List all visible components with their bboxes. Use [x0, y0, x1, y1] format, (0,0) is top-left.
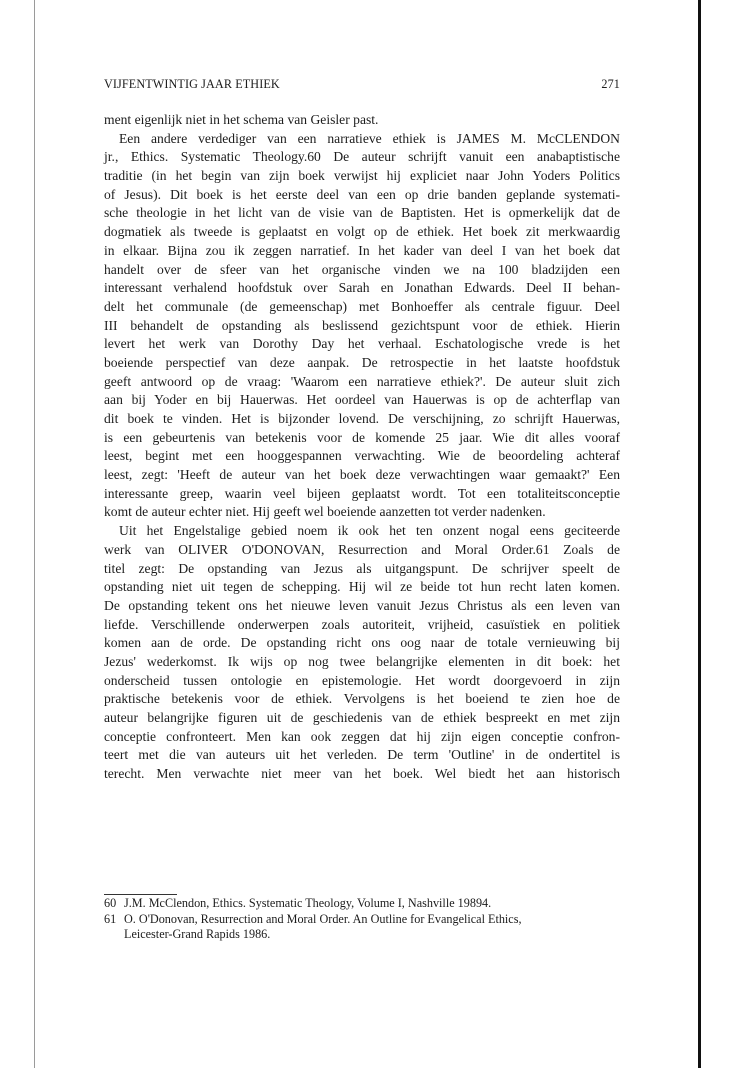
body-line: leest, zegt: 'Heeft de auteur van het boek deze verwachtingen waar gemaakt?' Een — [104, 467, 620, 483]
body-line: leest, begint met een hooggespannen verwachting. Wie de beoordeling achteraf — [104, 448, 620, 464]
body-line: traditie (in het begin van zijn boek verwijst hij expliciet naar John Yoders Politics — [104, 168, 620, 184]
body-line: Jezus' wederkomst. Ik wijs op nog twee belangrijke elementen in dit boek: het — [104, 653, 620, 669]
body-line: komen aan de orde. De opstanding richt ons oog naar de totale vernieuwing bij — [104, 635, 620, 651]
running-head — [104, 77, 620, 93]
footnote-text: Leicester-Grand Rapids 1986. — [124, 927, 271, 942]
body-line: titel zegt: De opstanding van Jezus als uitgangspunt. De schrijver speelt de — [104, 560, 620, 576]
footnote-number: 60 — [104, 896, 117, 910]
body-line: boeiende perspectief van deze aanpak. De retrospectie in het laatste hoofdstuk — [104, 354, 620, 370]
body-line: geeft antwoord op de vraag: 'Waarom een narratieve ethiek?'. De auteur sluit zich — [104, 373, 620, 389]
body-line: terecht. Men verwachte niet meer van het boek. Wel biedt het aan historisch — [104, 766, 620, 782]
body-line: dogmatiek als tweede is geplaatst en volgt op de ethiek. Het boek zit merkwaardig — [104, 224, 620, 240]
body-line: komt de auteur echter niet. Hij geeft wel boeiende aanzetten tot verder nadenken. — [104, 504, 546, 520]
body-line: interessante greep, waarin veel bijeen geplaatst wordt. Tot een totaliteitsconceptie — [104, 485, 620, 501]
body-line: interessant verhalend hoofdstuk over Sarah en Jonathan Edwards. Deel II behan- — [104, 280, 620, 296]
body-line: aan bij Yoder en bij Hauerwas. Het oordeel van Hauerwas is op de achterflap van — [104, 392, 620, 408]
running-head-title: VIJFENTWINTIG JAAR ETHIEK — [104, 77, 280, 91]
body-line: praktische betekenis voor de ethiek. Vervolgens is het boeiend te zien hoe de — [104, 691, 620, 707]
footnotes — [104, 896, 620, 943]
footnote-number: 61 — [104, 911, 117, 926]
body-line: teert met die van auteurs uit het verleden. De term 'Outline' in de ondertitel is — [104, 747, 620, 763]
footnote-line — [104, 912, 620, 928]
body-line: III behandelt de opstanding als beslissend gezichtspunt voor de ethiek. Hierin — [104, 317, 620, 333]
body-line: liefde. Verschillende onderwerpen zoals autoriteit, vrijheid, casuïstiek en politiek — [104, 616, 620, 632]
footnote-line — [104, 927, 620, 943]
body-line: dit boek te vinden. Het is bijzonder lovend. De verschijning, zo schrijft Hauerwas, — [104, 411, 620, 426]
body-line: ment eigenlijk niet in het schema van Geisler past. — [104, 112, 379, 127]
body-line: handelt over de sfeer van het organische vinden we na 100 bladzijden een — [104, 261, 620, 277]
body-line: in elkaar. Bijna zou ik zeggen narratief. In het kader van deel I van het boek dat — [104, 242, 620, 258]
body-line: levert het werk van Dorothy Day het verhaal. Eschatologische vrede is het — [104, 336, 620, 352]
footnote-line — [104, 896, 620, 912]
body-line: opstanding niet uit tegen de schepping. Hij wil ze beide tot hun recht laten komen. — [104, 579, 620, 595]
body-line: delt het communale (de gemeenschap) met Bonhoeffer als centrale figuur. Deel — [104, 298, 620, 314]
body-line: auteur belangrijke figuren uit de geschiedenis van de ethiek bespreekt en met zijn — [104, 710, 620, 725]
body-line: is een gebeurtenis van betekenis voor de komende 25 jaar. Wie dit alles vooraf — [104, 429, 620, 445]
body-line: Een andere verdediger van een narratieve ethiek is JAMES M. McCLENDON — [119, 130, 620, 146]
body-text — [104, 111, 620, 784]
body-line: sche theologie in het licht van de visie van de Baptisten. Het is opmerkelijk dat de — [104, 205, 620, 221]
body-line: De opstanding tekent ons het nieuwe leven vanuit Jezus Christus als een leven van — [104, 597, 620, 613]
footnote-rule — [104, 894, 177, 895]
body-line: conceptie confronteert. Men kan ook zeggen dat hij zijn eigen conceptie confron- — [104, 728, 620, 744]
body-line: jr., Ethics. Systematic Theology.60 De auteur schrijft vanuit een anabaptistische — [104, 149, 620, 165]
body-line: of Jesus). Dit boek is het eerste deel van een op drie banden geplande systemati- — [104, 186, 620, 202]
body-line: Uit het Engelstalige gebied noem ik ook het ten onzent nogal eens geciteerde — [119, 523, 620, 539]
scan-right-edge — [698, 0, 701, 1068]
page-number: 271 — [601, 77, 620, 91]
footnote-text: O. O'Donovan, Resurrection and Moral Order. An Outline for Evangelical Ethics, — [124, 911, 522, 926]
scan-left-edge — [34, 0, 35, 1068]
body-line: werk van OLIVER O'DONOVAN, Resurrection and Moral Order.61 Zoals de — [104, 541, 620, 557]
body-line: onderscheid tussen ontologie en epistemologie. Het wordt doorgevoerd in zijn — [104, 672, 620, 688]
footnote-text: J.M. McClendon, Ethics. Systematic Theology, Volume I, Nashville 19894. — [124, 896, 492, 910]
